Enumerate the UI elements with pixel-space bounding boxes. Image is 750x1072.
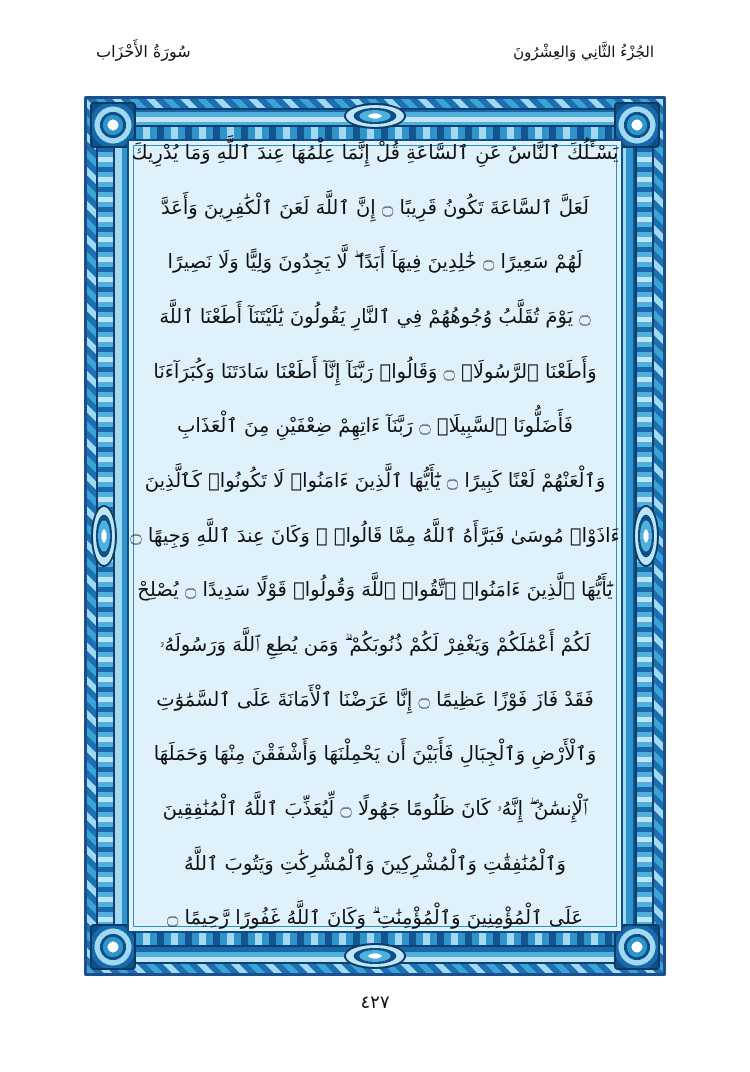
- top-medallion-icon: [344, 103, 406, 129]
- page-header: [96, 42, 654, 61]
- quran-line: ۝ يَوْمَ تُقَلَّبُ وُجُوهُهُمْ فِي ٱلنَّارِ يَقُولُونَ يَٰلَيْتَنَآ أَطَعْنَا ٱللَّهَ: [159, 305, 591, 329]
- quran-line: فَقَدْ فَازَ فَوْزًا عَظِيمًا ۝ إِنَّا عَرَضْنَا ٱلْأَمَانَةَ عَلَى ٱلسَّمَٰوَٰتِ: [156, 687, 594, 711]
- quran-text-block: [124, 136, 626, 936]
- quran-line: وَٱلْعَنْهُمْ لَعْنًا كَبِيرًا ۝ يَٰٓأَيُّهَا ٱلَّذِينَ ءَامَنُوا۟ لَا تَكُونُوا۟ كَٱلَّذِينَ: [144, 469, 606, 493]
- quran-line: وَٱلْمُنَٰفِقَٰتِ وَٱلْمُشْرِكِينَ وَٱلْمُشْرِكَٰتِ وَيَتُوبَ ٱللَّهُ: [184, 851, 566, 875]
- side-medallion-right-icon: [633, 505, 659, 567]
- side-medallion-left-icon: [91, 505, 117, 567]
- surah-title: سُورَةُ الأَحْزَاب: [96, 42, 191, 61]
- juz-title: الجُزْءُ الثَّانِي وَالعِشْرُونَ: [513, 43, 654, 61]
- quran-line: وَٱلْأَرْضِ وَٱلْجِبَالِ فَأَبَيْنَ أَن يَحْمِلْنَهَا وَأَشْفَقْنَ مِنْهَا وَحَمَلَهَا: [153, 742, 597, 766]
- quran-line: ٱلْإِنسَٰنُ ۖ إِنَّهُۥ كَانَ ظَلُومًا جَهُولًا ۝ لِّيُعَذِّبَ ٱللَّهُ ٱلْمُنَٰفِقِينَ: [162, 797, 588, 821]
- quran-line: وَأَطَعْنَا ٱلرَّسُولَا۠ ۝ وَقَالُوا۟ رَبَّنَآ إِنَّآ أَطَعْنَا سَادَتَنَا وَكُبَرَآءَنَا: [153, 359, 597, 383]
- quran-line: يَٰٓأَيُّهَا ٱلَّذِينَ ءَامَنُوا۟ ٱتَّقُوا۟ ٱللَّهَ وَقُولُوا۟ قَوْلًا سَدِيدًا ۝ يُصْلِحْ: [137, 578, 613, 602]
- page-number: ٤٢٧: [360, 992, 390, 1013]
- quran-line: عَلَى ٱلْمُؤْمِنِينَ وَٱلْمُؤْمِنَٰتِ ۗ وَكَانَ ٱللَّهُ غَفُورًا رَّحِيمًا ۝: [166, 906, 584, 930]
- quran-line: لَعَلَّ ٱلسَّاعَةَ تَكُونُ قَرِيبًا ۝ إِنَّ ٱللَّهَ لَعَنَ ٱلْكَٰفِرِينَ وَأَعَدَّ: [160, 195, 589, 219]
- quran-line: لَكُمْ أَعْمَٰلَكُمْ وَيَغْفِرْ لَكُمْ ذُنُوبَكُمْ ۗ وَمَن يُطِعِ ٱللَّهَ وَرَسُولَهُۥ: [159, 633, 591, 657]
- quran-line: ءَاذَوْا۟ مُوسَىٰ فَبَرَّأَهُ ٱللَّهُ مِمَّا قَالُوا۟ ۚ وَكَانَ عِندَ ٱللَّهِ وَجِيهًا ۝: [130, 523, 620, 547]
- quran-line: يَسْـَٔلُكَ ٱلنَّاسُ عَنِ ٱلسَّاعَةِ قُلْ إِنَّمَا عِلْمُهَا عِندَ ٱللَّهِ وَمَا يُدْرِيكَ: [131, 141, 619, 164]
- quran-line: فَأَضَلُّونَا ٱلسَّبِيلَا۠ ۝ رَبَّنَآ ءَاتِهِمْ ضِعْفَيْنِ مِنَ ٱلْعَذَابِ: [177, 414, 573, 438]
- bottom-medallion-icon: [344, 943, 406, 969]
- quran-line: لَهُمْ سَعِيرًا ۝ خَٰلِدِينَ فِيهَآ أَبَدًا ۖ لَّا يَجِدُونَ وَلِيًّا وَلَا نَصِيرًا: [167, 250, 583, 274]
